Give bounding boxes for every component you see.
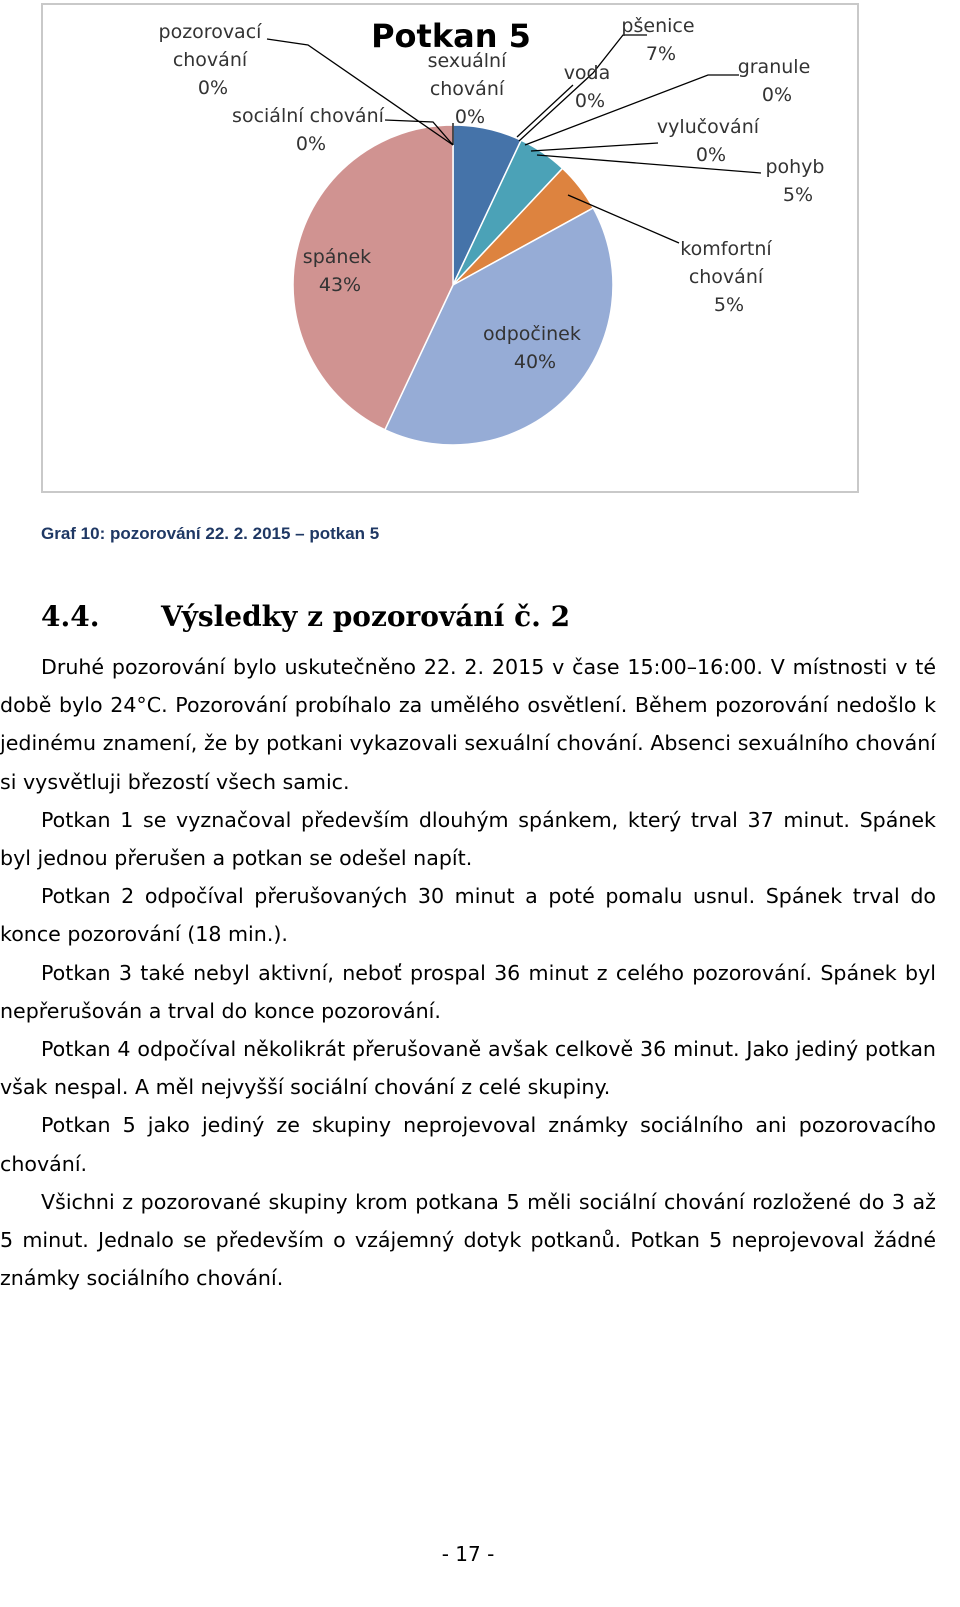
section-heading [41, 600, 570, 633]
slice-label-sexualni: sexuální chování 0% [427, 50, 507, 128]
leader-line-psenice [519, 35, 647, 141]
pie-chart-svg [43, 5, 857, 491]
chart-title: Potkan 5 [371, 17, 531, 55]
slice-label-komfortni: komfortní chování 5% [680, 238, 772, 316]
slice-label-vylucovani: vylučování 0% [656, 116, 760, 166]
slice-label-psenice: pšenice 7% [621, 15, 695, 65]
slice-label-socialni: sociální chování 0% [232, 105, 384, 155]
slice-label-pohyb: pohyb 5% [765, 156, 825, 206]
paragraph: Druhé pozorování bylo uskutečněno 22. 2. 2015 v čase 15:00–16:00. V místnosti v té době bylo 24°C. Pozorování probíhalo za umělého osvětlení. Během pozorování nedošlo k jedinému znamení, že by potkani vykazovali sexuální chování. Absenci sexuálního chování si vysvětluji březostí všech samic. [0, 655, 936, 794]
leader-line-pohyb [537, 155, 761, 173]
figure-caption: Graf 10: pozorování 22. 2. 2015 – potkan 5 [41, 524, 380, 543]
slice-label-voda: voda 0% [563, 62, 611, 112]
section-title: Výsledky z pozorování č. 2 [161, 600, 571, 633]
section-number: 4.4. [41, 600, 100, 633]
paragraph: Potkan 3 také nebyl aktivní, neboť prospal 36 minut z celého pozorování. Spánek byl nepřerušován a trval do konce pozorování. [0, 960, 936, 1023]
slice-label-spanek: spánek 43% [302, 246, 372, 296]
paragraph: Potkan 4 odpočíval několikrát přerušovaně avšak celkově 36 minut. Jako jediný potkan však nespal. A měl nejvyšší sociální chování z celé skupiny. [0, 1037, 936, 1100]
slice-label-odpocinek: odpočinek 40% [483, 323, 581, 373]
paragraph: Potkan 2 odpočíval přerušovaných 30 minut a poté pomalu usnul. Spánek trval do konce pozorování (18 min.). [0, 884, 936, 947]
page-number: - 17 - [441, 1542, 495, 1566]
body-text [0, 648, 936, 1297]
slice-label-pozorovaci: pozorovací chování 0% [158, 21, 262, 99]
paragraph: Potkan 5 jako jediný ze skupiny neprojevoval známky sociálního ani pozorovacího chování. [0, 1113, 936, 1176]
leader-line-vylucovani [531, 143, 658, 151]
paragraph: Potkan 1 se vyznačoval především dlouhým spánkem, který trval 37 minut. Spánek byl jednou přerušen a potkan se odešel napít. [0, 807, 936, 871]
paragraph: Všichni z pozorované skupiny krom potkana 5 měli sociální chování rozložené do 3 až 5 minut. Jednalo se především o vzájemný dotyk potkanů. Potkan 5 neprojevoval žádné známky sociálního chování. [0, 1189, 936, 1291]
slice-label-granule: granule 0% [737, 56, 811, 106]
pie-chart [41, 3, 859, 493]
